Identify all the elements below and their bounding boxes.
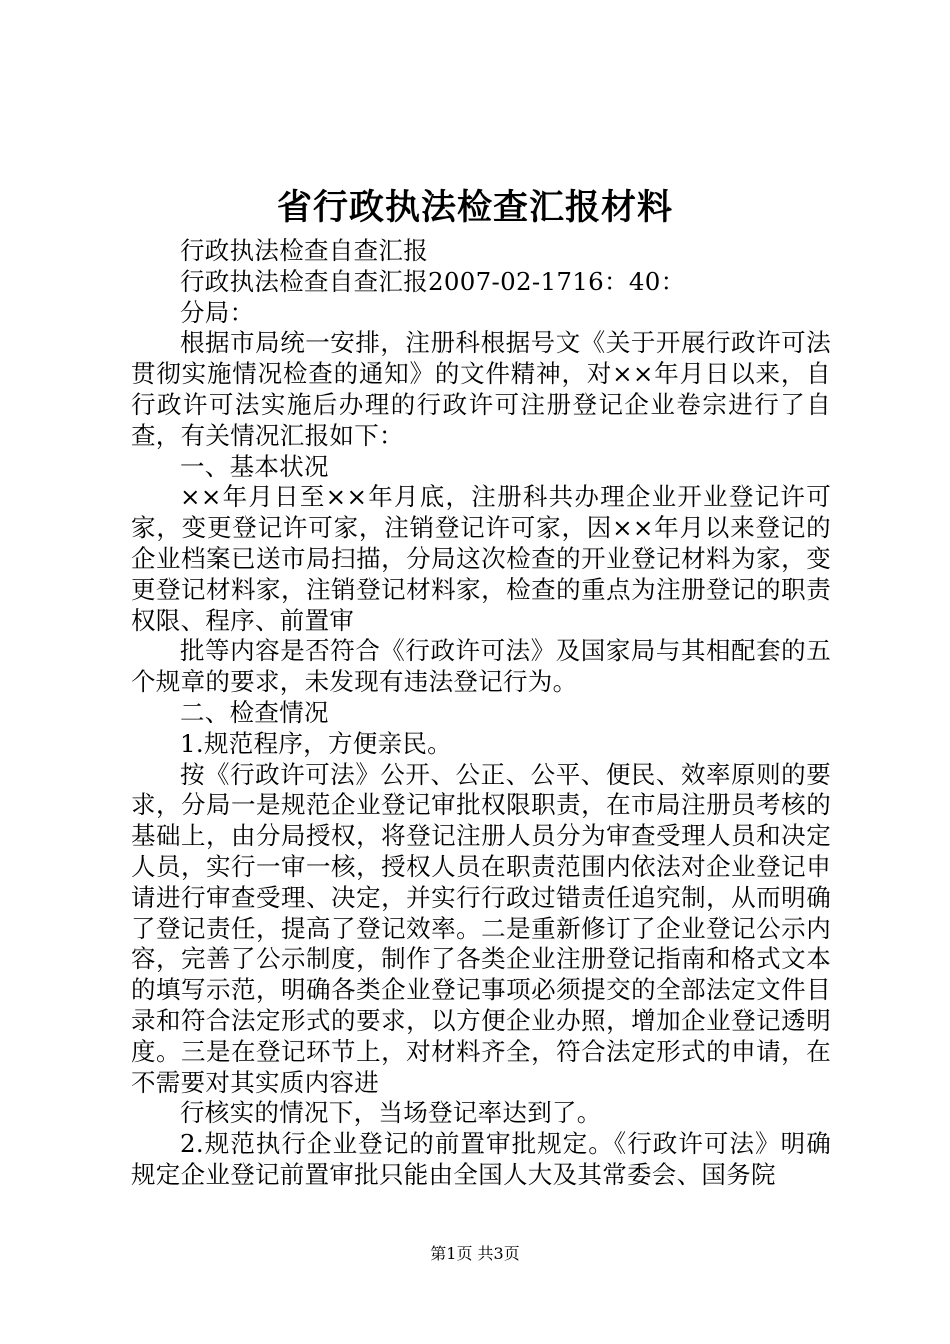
paragraph-basic-1: ××年月日至××年月底，注册科共办理企业开业登记许可家，变更登记许可家，注销登记许可家，因××年月以来登记的企业档案已送市局扫描，分局这次检查的开业登记材料为家，变更登记材料家，注销登记材料家，检查的重点为注册登记的职责权限、程序、前置审 xyxy=(131,482,831,635)
paragraph-salutation: 分局： xyxy=(180,297,255,327)
paragraph-heading-1: 行政执法检查自查汇报 xyxy=(180,236,428,265)
paragraph-intro: 根据市局统一安排，注册科根据号文《关于开展行政许可法贯彻实施情况检查的通知》的文件精神，对××年月日以来，自行政许可法实施后办理的行政许可注册登记企业卷宗进行了自查，有关情况汇报如下： xyxy=(131,328,831,450)
paragraph-check-3: 2.规范执行企业登记的前置审批规定。《行政许可法》明确规定企业登记前置审批只能由全国人大及其常委会、国务院 xyxy=(131,1129,831,1189)
subsection-heading-1: 1.规范程序，方便亲民。 xyxy=(180,728,452,758)
paragraph-check-2: 行核实的情况下，当场登记率达到了。 xyxy=(180,1098,602,1128)
document-title: 省行政执法检查汇报材料 xyxy=(276,187,673,228)
paragraph-check-1: 按《行政许可法》公开、公正、公平、便民、效率原则的要求，分局一是规范企业登记审批权限职责，在市局注册员考核的基础上，由分局授权，将登记注册人员分为审查受理人员和决定人员，实行一审一核，授权人员在职责范围内依法对企业登记申请进行审查受理、决定，并实行行政过错责任追究制，从而明确了登记责任，提高了登记效率。二是重新修订了企业登记公示内容，完善了公示制度，制作了各类企业注册登记指南和格式文本的填写示范，明确各类企业登记事项必须提交的全部法定文件目录和符合法定形式的要求，以方便企业办照，增加企业登记透明度。三是在登记环节上，对材料齐全，符合法定形式的申请，在不需要对其实质内容进 xyxy=(131,759,831,1097)
paragraph-basic-2: 批等内容是否符合《行政许可法》及国家局与其相配套的五个规章的要求，未发现有违法登记行为。 xyxy=(131,636,831,697)
document-body xyxy=(131,236,831,1191)
section-heading-basic: 一、基本状况 xyxy=(180,451,329,481)
paragraph-heading-2: 行政执法检查自查汇报2007-02-1716：40： xyxy=(180,266,686,296)
page-footer: 第1页 共3页 xyxy=(430,1244,520,1263)
section-heading-check: 二、检查情况 xyxy=(180,697,329,727)
